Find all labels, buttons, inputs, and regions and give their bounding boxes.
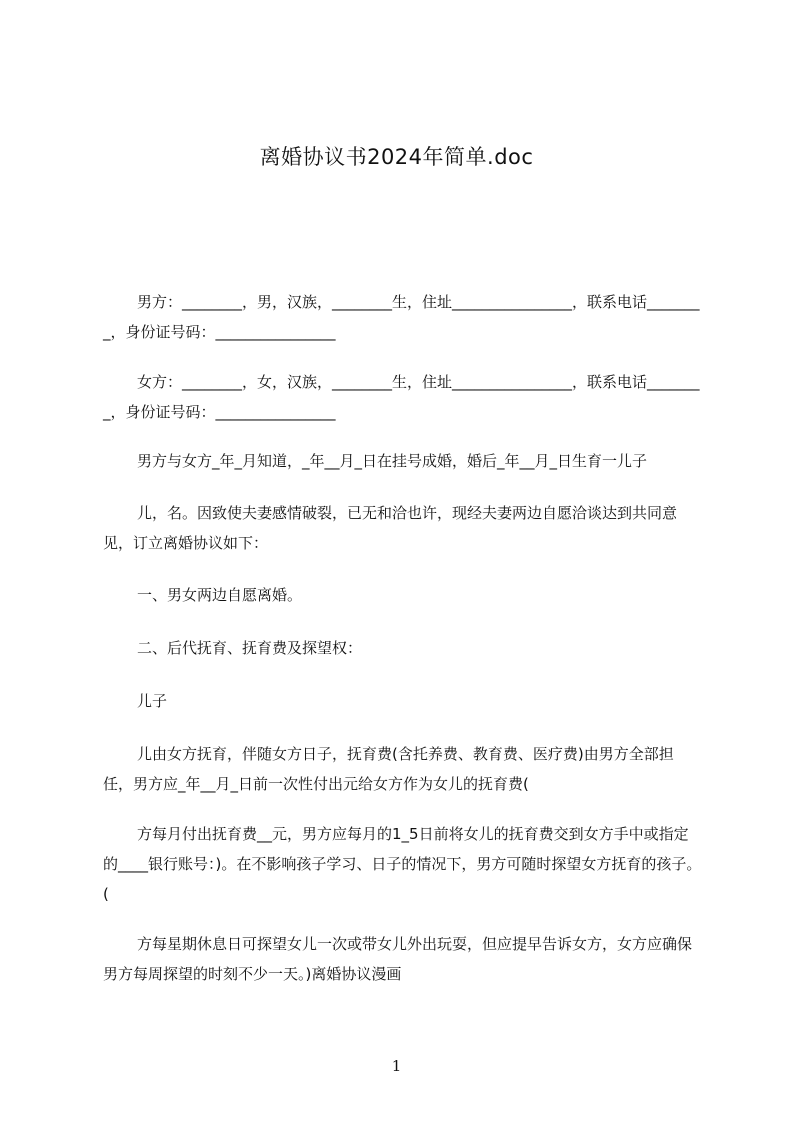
- document-title: 离婚协议书2024年简单.doc: [259, 145, 534, 169]
- paragraph-male-party: 男方：________，男，汉族，________生，住址________________，联系电话________，身份证号码：________________: [103, 293, 700, 341]
- paragraph-custody: 儿由女方抚育，伴随女方日子，抚育费(含托养费、教育费、医疗费)由男方全部担任，男方应_年__月_日前一次性付出元给女方作为女儿的抚育费(: [103, 745, 674, 793]
- son-heading: 儿子: [137, 692, 168, 710]
- page-number: 1: [391, 1057, 402, 1075]
- paragraph-marriage-info: 男方与女方_年_月知道，_年__月_日在挂号成婚，婚后_年__月_日生育一儿子: [137, 452, 648, 470]
- paragraph-monthly-support: 方每月付出抚育费__元，男方应每月的1_5日前将女儿的抚育费交到女方手中或指定的____银行账号：)。在不影响孩子学习、日子的情况下，男方可随时探望女方抚育的孩子。(: [103, 825, 702, 903]
- paragraph-divorce-reason: 儿，名。因致使夫妻感情破裂，已无和洽也许，现经夫妻两边自愿洽谈达到共同意见，订立离婚协议如下：: [103, 504, 678, 552]
- paragraph-visitation: 方每星期休息日可探望女儿一次或带女儿外出玩耍，但应提早告诉女方，女方应确保男方每周探望的时刻不少一天。)离婚协议漫画: [103, 935, 693, 983]
- paragraph-female-party: 女方：________，女，汉族，________生，住址________________，联系电话________，身份证号码：________________: [103, 373, 700, 421]
- clause-two-heading: 二、后代抚育、抚育费及探望权：: [137, 639, 363, 657]
- clause-one: 一、男女两边自愿离婚。: [137, 586, 303, 604]
